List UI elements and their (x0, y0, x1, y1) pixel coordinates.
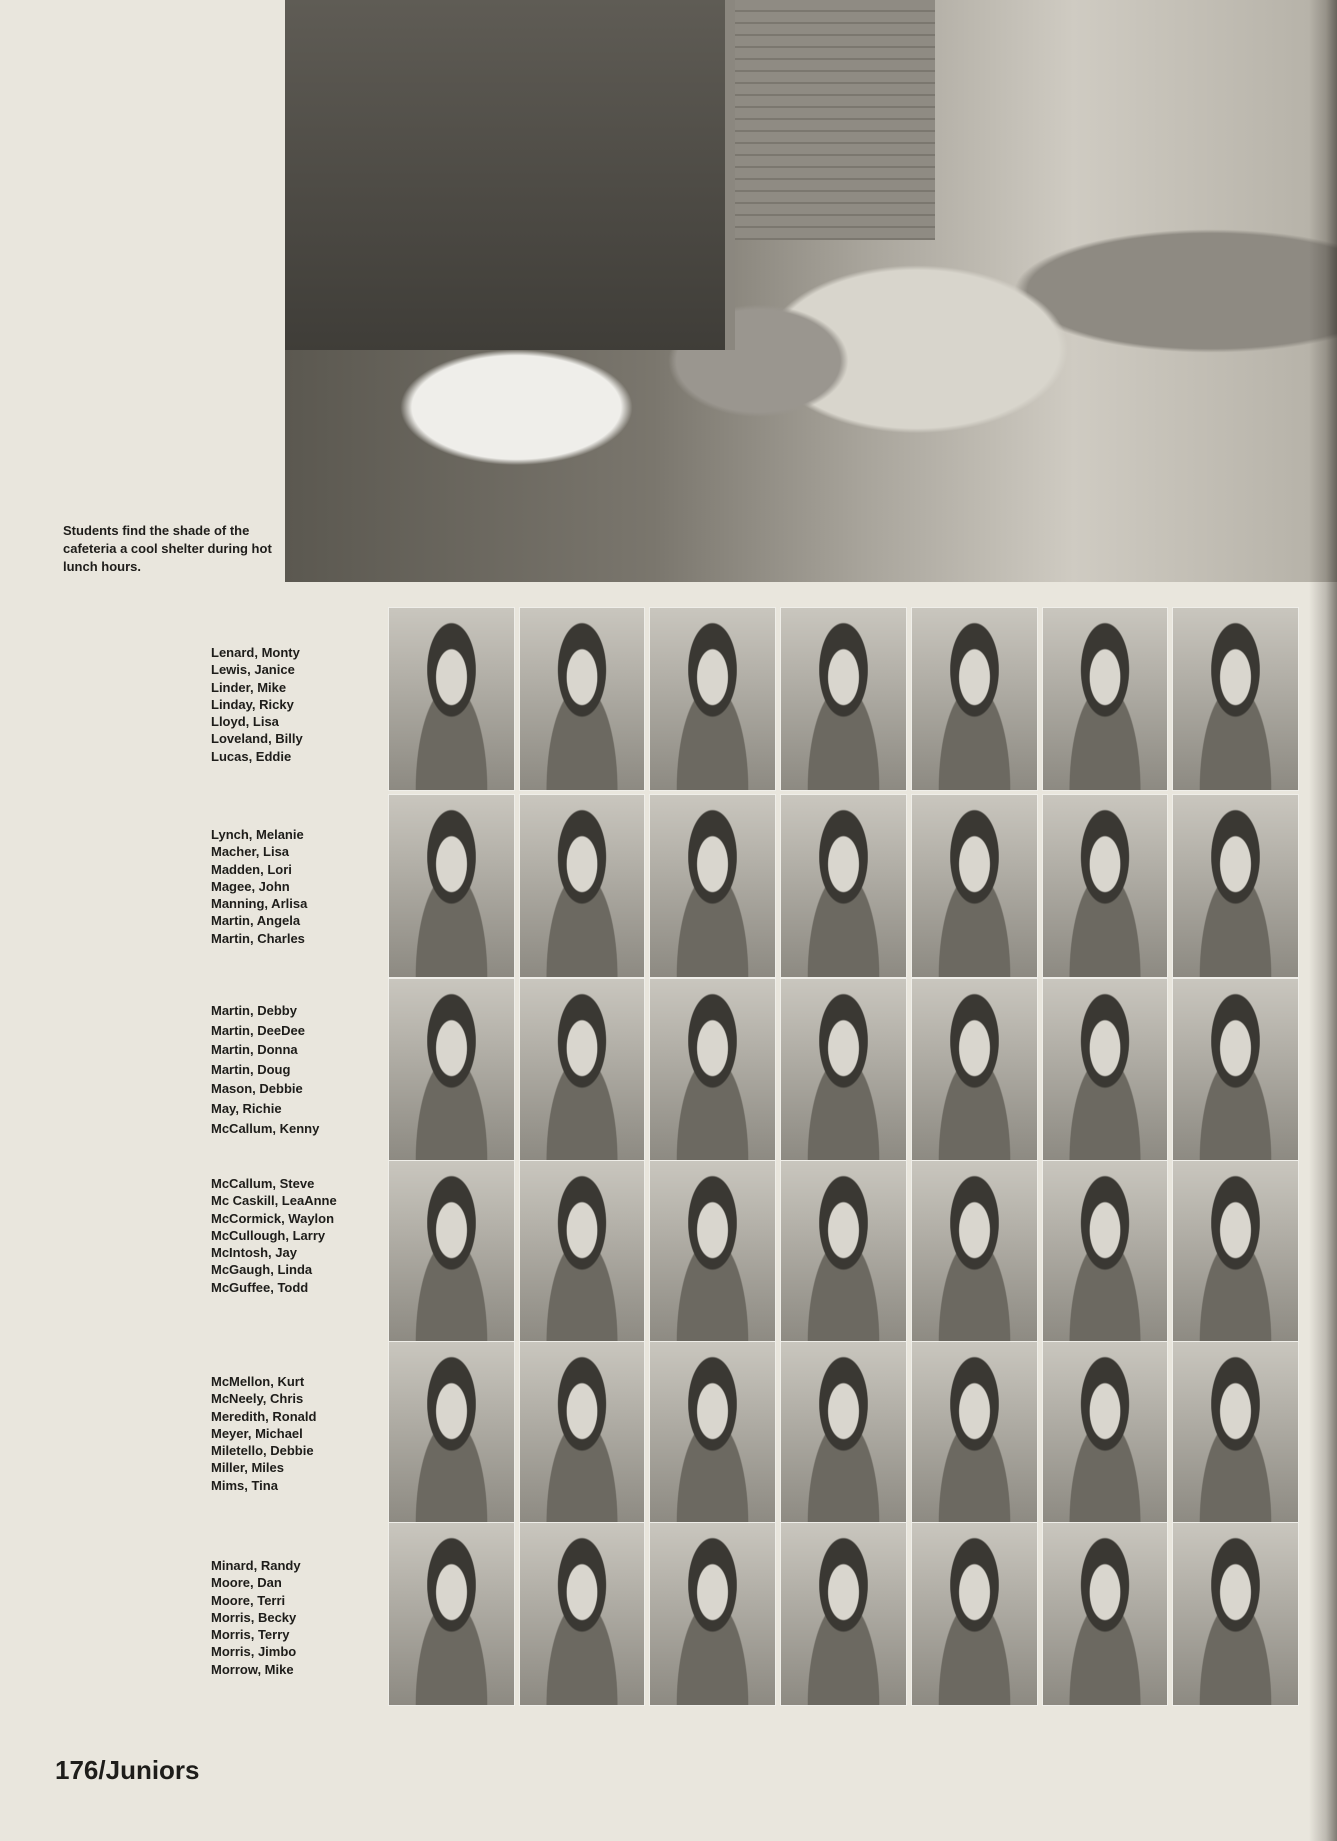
student-portrait (1042, 1522, 1169, 1706)
student-portrait (780, 794, 907, 978)
photo-window (285, 0, 735, 350)
student-portrait (388, 607, 515, 791)
student-portrait (519, 1522, 646, 1706)
photo-brick-wall (735, 0, 935, 240)
student-name: Linder, Mike (211, 679, 287, 695)
student-name: Meyer, Michael (211, 1425, 303, 1441)
student-name: McIntosh, Jay (211, 1245, 297, 1261)
student-portrait (780, 1160, 907, 1344)
student-portrait (780, 607, 907, 791)
student-name: Lenard, Monty (211, 645, 300, 660)
student-name: Moore, Terri (211, 1592, 286, 1608)
student-portrait (649, 607, 776, 791)
student-portrait (649, 1160, 776, 1344)
student-name: Lucas, Eddie (211, 748, 292, 764)
portrait-row (388, 1341, 1299, 1525)
student-name: McGaugh, Linda (211, 1262, 313, 1278)
student-portrait (911, 607, 1038, 791)
student-portrait (1172, 607, 1299, 791)
student-portrait (649, 1341, 776, 1525)
student-name: Macher, Lisa (211, 844, 290, 860)
student-portrait (1172, 1522, 1299, 1706)
student-portrait (780, 1522, 907, 1706)
name-list (211, 1557, 381, 1678)
student-portrait (911, 1522, 1038, 1706)
name-list (211, 1175, 381, 1296)
student-portrait (911, 1341, 1038, 1525)
student-name: Martin, Doug (211, 1061, 291, 1077)
student-portrait (388, 1522, 515, 1706)
student-portrait (649, 1522, 776, 1706)
student-name: May, Richie (211, 1100, 282, 1116)
student-portrait (1042, 978, 1169, 1162)
student-portrait (1042, 1160, 1169, 1344)
student-portrait (388, 1341, 515, 1525)
student-portrait (388, 794, 515, 978)
name-list (211, 644, 381, 765)
student-name: Morris, Terry (211, 1627, 290, 1643)
student-portrait (911, 978, 1038, 1162)
student-portrait (911, 794, 1038, 978)
student-portrait (519, 1341, 646, 1525)
student-name: McMellon, Kurt (211, 1374, 305, 1389)
feature-photo (285, 0, 1337, 582)
student-name: Mims, Tina (211, 1477, 278, 1493)
student-name: Mason, Debbie (211, 1081, 303, 1097)
page-folio: 176/Juniors (55, 1755, 200, 1785)
student-name: Lewis, Janice (211, 662, 295, 678)
name-list (211, 826, 381, 947)
student-name: McCallum, Kenny (211, 1120, 320, 1136)
student-name: Miletello, Debbie (211, 1443, 314, 1459)
name-list (211, 1001, 381, 1138)
name-list (211, 1373, 381, 1494)
student-name: Madden, Lori (211, 861, 292, 877)
student-name: Martin, Donna (211, 1042, 298, 1058)
student-name: McGuffee, Todd (211, 1279, 309, 1295)
page-binding-shadow (1309, 0, 1337, 1841)
student-name: Mc Caskill, LeaAnne (211, 1193, 337, 1209)
student-portrait (1172, 1341, 1299, 1525)
student-portrait (388, 1160, 515, 1344)
student-portrait (780, 978, 907, 1162)
student-name: McCormick, Waylon (211, 1210, 335, 1226)
student-portrait (519, 1160, 646, 1344)
student-portrait (1172, 794, 1299, 978)
student-portrait (1042, 794, 1169, 978)
student-name: Martin, Charles (211, 930, 305, 946)
student-name: Martin, Debby (211, 1003, 297, 1018)
student-portrait (1172, 1160, 1299, 1344)
student-name: Linday, Ricky (211, 696, 294, 712)
portrait-row (388, 794, 1299, 978)
student-name: Minard, Randy (211, 1558, 301, 1573)
student-portrait (780, 1341, 907, 1525)
student-name: Morrow, Mike (211, 1661, 294, 1677)
student-portrait (1042, 607, 1169, 791)
student-portrait (388, 978, 515, 1162)
student-name: Morris, Becky (211, 1609, 297, 1625)
student-name: Martin, Angela (211, 913, 301, 929)
student-name: Magee, John (211, 878, 290, 894)
student-name: McNeely, Chris (211, 1391, 304, 1407)
student-name: Moore, Dan (211, 1575, 282, 1591)
student-name: McCallum, Steve (211, 1176, 315, 1191)
portrait-row (388, 1522, 1299, 1706)
student-portrait (649, 978, 776, 1162)
portrait-row (388, 978, 1299, 1162)
student-name: Manning, Arlisa (211, 896, 308, 912)
student-name: McCullough, Larry (211, 1227, 326, 1243)
student-portrait (911, 1160, 1038, 1344)
student-name: Loveland, Billy (211, 731, 303, 747)
portrait-row (388, 1160, 1299, 1344)
student-portrait (1172, 978, 1299, 1162)
student-portrait (519, 794, 646, 978)
portrait-row (388, 607, 1299, 791)
photo-caption: Students find the shade of the cafeteria a cool shelter during hot lunch hours. (63, 523, 272, 574)
student-name: Lloyd, Lisa (211, 714, 279, 730)
student-name: Meredith, Ronald (211, 1408, 317, 1424)
student-portrait (1042, 1341, 1169, 1525)
student-portrait (519, 607, 646, 791)
student-portrait (519, 978, 646, 1162)
student-name: Lynch, Melanie (211, 827, 304, 842)
student-portrait (649, 794, 776, 978)
student-name: Martin, DeeDee (211, 1022, 305, 1038)
student-name: Morris, Jimbo (211, 1644, 297, 1660)
student-name: Miller, Miles (211, 1460, 284, 1476)
